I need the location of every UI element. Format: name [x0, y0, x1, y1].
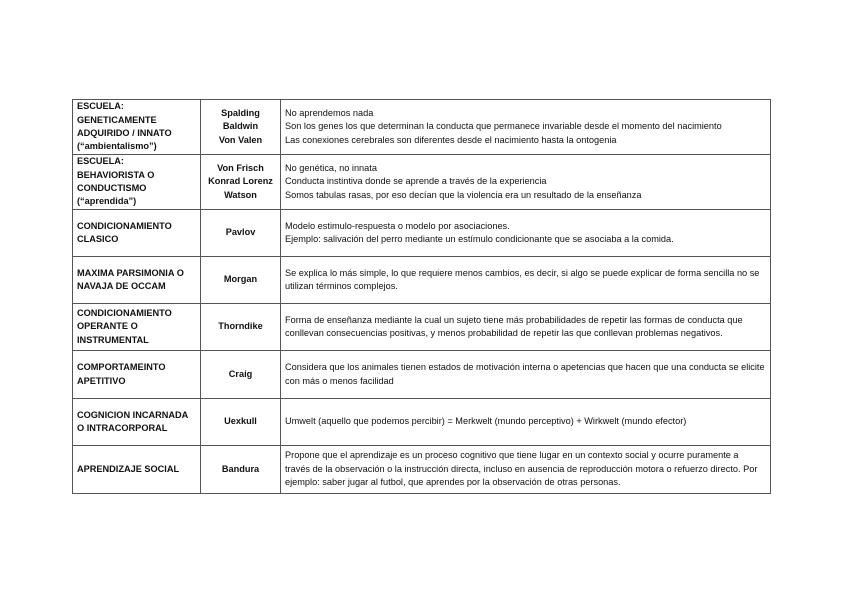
author-cell	[201, 257, 281, 304]
author-name: Spalding	[221, 107, 260, 118]
author-cell	[201, 446, 281, 494]
description-line: Umwelt (aquello que podemos percibir) = Merkwelt (mundo perceptivo) + Wirkwelt (mundo efector)	[285, 416, 687, 427]
description-line: Considera que los animales tienen estados de motivación interna o apetencias que hacen que una conducta se elicite con más o menos facilidad	[285, 362, 765, 386]
author-cell	[201, 304, 281, 351]
school-line: CONDUCTISMO	[77, 183, 147, 193]
school-line: CONDICIONAMIENTO	[77, 307, 172, 318]
description-line: Ejemplo: salivación del perro mediante un estímulo condicionante que se asociaba a la comida.	[285, 234, 674, 244]
table-row	[73, 155, 771, 210]
school-cell	[73, 257, 201, 304]
author-name: Morgan	[223, 274, 258, 285]
description-cell	[281, 304, 771, 351]
school-line: BEHAVIORISTA O	[77, 169, 155, 180]
author-name: Watson	[224, 189, 257, 200]
school-cell	[73, 304, 201, 351]
description-line: Modelo estimulo-respuesta o modelo por asociaciones.	[285, 220, 510, 231]
description-cell	[281, 257, 771, 304]
author-name: Thorndike	[218, 321, 263, 332]
table-row	[73, 351, 771, 399]
school-line: O INTRACORPORAL	[77, 423, 168, 433]
description-cell	[281, 351, 771, 399]
description-line: Propone que el aprendizaje es un proceso cognitivo que tiene lugar en un contexto social y ocurre puramente a través de la observación o la instrucción directa, incluso en ausencia de reproducción motora o refuerzo directo. Por ejemplo: saber jugar al futbol, que aprendes por la observación de otras personas.	[285, 450, 758, 488]
description-cell	[281, 446, 771, 494]
school-cell	[73, 351, 201, 399]
school-line: ADQUIRIDO / INNATO	[77, 128, 172, 138]
table-row	[73, 399, 771, 446]
author-name: Uexkull	[224, 416, 257, 427]
school-line: COMPORTAMEINTO	[77, 362, 166, 373]
description-line: No aprendemos nada	[285, 107, 374, 118]
school-line: GENETICAMENTE	[77, 114, 157, 125]
description-cell	[281, 100, 771, 155]
description-cell	[281, 399, 771, 446]
school-note: (“aprendida”)	[77, 196, 137, 207]
description-line: Somos tabulas rasas, por eso decían que la violencia era un resultado de la enseñanza	[285, 189, 642, 200]
table-row	[73, 210, 771, 257]
school-line: NAVAJA DE OCCAM	[77, 281, 166, 291]
school-line: APRENDIZAJE SOCIAL	[77, 463, 180, 474]
school-line: MAXIMA PARSIMONIA O	[77, 267, 184, 278]
description-line: Forma de enseñanza mediante la cual un sujeto tiene más probabilidades de repetir las formas de conducta que conllevan consecuencias positivas, y menos probabilidad de repetir las que conllevan problemas negativos.	[285, 314, 743, 338]
school-line: CONDICIONAMIENTO	[77, 220, 172, 231]
school-line: COGNICION INCARNADA	[77, 409, 189, 420]
description-line: Se explica lo más simple, lo que requiere menos cambios, es decir, si algo se puede explicar de forma sencilla no se utilizan términos complejos.	[285, 267, 760, 291]
author-cell	[201, 351, 281, 399]
school-note: (“ambientalismo”)	[77, 141, 157, 152]
school-cell	[73, 210, 201, 257]
school-line: CLASICO	[77, 234, 119, 244]
learning-schools-table	[72, 99, 771, 494]
author-cell	[201, 210, 281, 257]
table-row	[73, 304, 771, 351]
school-cell	[73, 446, 201, 494]
author-cell	[201, 399, 281, 446]
author-cell	[201, 155, 281, 210]
author-name: Pavlov	[225, 227, 256, 238]
description-line: Conducta instintiva donde se aprende a través de la experiencia	[285, 176, 547, 187]
table-row	[73, 100, 771, 155]
author-name: Von Frisch	[217, 162, 264, 173]
description-cell	[281, 210, 771, 257]
description-cell	[281, 155, 771, 210]
table-row	[73, 257, 771, 304]
school-cell	[73, 100, 201, 155]
school-line: APETITIVO	[77, 375, 126, 386]
author-name: Von Valen	[218, 134, 263, 145]
school-line: INSTRUMENTAL	[77, 334, 149, 345]
author-name: Craig	[228, 368, 253, 379]
school-line: ESCUELA:	[77, 101, 124, 112]
school-line: OPERANTE O	[77, 321, 138, 332]
description-line: Son los genes los que determinan la conducta que permanece invariable desde el momento del nacimiento	[285, 121, 722, 132]
author-name: Bandura	[221, 463, 260, 474]
school-line: ESCUELA:	[77, 156, 124, 167]
description-line: Las conexiones cerebrales son diferentes desde el nacimiento hasta la ontogenia	[285, 134, 617, 145]
table-row	[73, 446, 771, 494]
author-name: Konrad Lorenz	[208, 176, 273, 187]
author-name: Baldwin	[222, 121, 259, 132]
description-line: No genética, no innata	[285, 162, 377, 173]
school-cell	[73, 155, 201, 210]
school-cell	[73, 399, 201, 446]
author-cell	[201, 100, 281, 155]
